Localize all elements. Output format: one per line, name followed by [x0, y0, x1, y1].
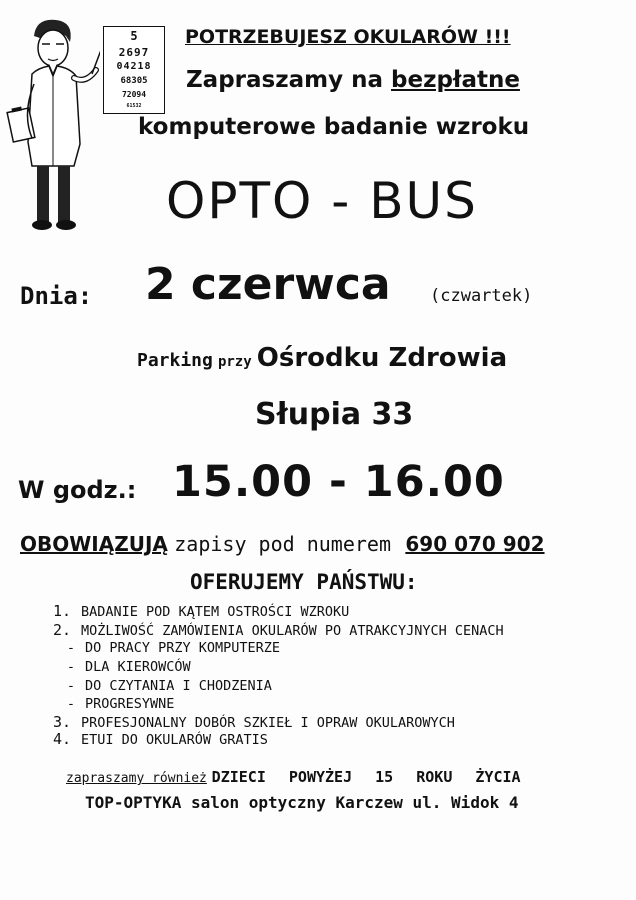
location-connector: przy: [217, 354, 252, 370]
list-text: DLA KIEROWCÓW: [85, 659, 191, 675]
headline-invitation: [186, 67, 520, 93]
invitation-prefix: Zapraszamy na: [186, 67, 391, 93]
list-item: [53, 696, 174, 712]
list-item: [53, 602, 349, 620]
offer-title: OFERUJEMY PAŃSTWU:: [190, 570, 418, 594]
list-item: [53, 621, 504, 639]
list-text: PROFESJONALNY DOBÓR SZKIEŁ I OPRAW OKULAROWYCH: [81, 715, 455, 731]
list-marker: 3.: [53, 713, 72, 731]
location-place: Ośrodku Zdrowia: [256, 343, 508, 373]
eye-chart: [103, 26, 165, 114]
list-marker: 2.: [53, 621, 72, 639]
date-label: Dnia:: [20, 282, 93, 310]
list-item: [53, 678, 272, 694]
list-item: [53, 659, 191, 675]
date-weekday: (czwartek): [430, 286, 533, 306]
eye-chart-row: 5: [130, 29, 138, 43]
footer-invite-children: DZIECI POWYŻEJ 15 ROKU ŻYCIA: [211, 768, 521, 786]
location-prefix: Parking: [137, 350, 213, 371]
registration-phone: 690 070 902: [405, 532, 545, 556]
location-address: Słupia 33: [255, 397, 414, 432]
list-text: DO PRACY PRZY KOMPUTERZE: [85, 640, 281, 656]
eye-chart-row: 72094: [121, 90, 147, 99]
hours-value: 15.00 - 16.00: [172, 457, 505, 507]
list-text: DO CZYTANIA I CHODZENIA: [85, 678, 272, 694]
list-marker: -: [66, 640, 76, 656]
registration-required: OBOWIĄZUJĄ: [20, 532, 168, 556]
eye-chart-row: 68305: [120, 76, 148, 86]
registration-text: zapisy pod numerem: [174, 532, 391, 556]
invitation-free: bezpłatne: [391, 67, 520, 93]
list-text: MOŻLIWOŚĆ ZAMÓWIENIA OKULARÓW PO ATRAKCYJNYCH CENACH: [81, 623, 504, 639]
list-marker: 1.: [53, 602, 72, 620]
footer-invite-prefix: zapraszamy również: [66, 771, 207, 786]
hours-label: W godz.:: [18, 476, 137, 504]
doctor-illustration: [4, 14, 100, 236]
footer-invite: [66, 768, 521, 786]
list-marker: -: [66, 696, 76, 712]
page-title: OPTO - BUS: [166, 172, 478, 230]
list-marker: 4.: [53, 730, 72, 748]
registration: [20, 532, 545, 556]
eye-chart-row: 04218: [116, 61, 152, 72]
location: [137, 343, 507, 373]
list-marker: -: [66, 678, 76, 694]
eye-chart-row: 2697: [118, 46, 150, 59]
list-text: BADANIE POD KĄTEM OSTROŚCI WZROKU: [81, 604, 350, 620]
list-text: PROGRESYWNE: [85, 696, 175, 712]
list-marker: -: [66, 659, 76, 675]
date-value: 2 czerwca: [145, 259, 391, 310]
list-item: [53, 713, 455, 731]
list-item: [53, 640, 280, 656]
headline-eye-exam: komputerowe badanie wzroku: [138, 114, 530, 140]
headline-need-glasses: POTRZEBUJESZ OKULARÓW !!!: [185, 26, 511, 48]
list-text: ETUI DO OKULARÓW GRATIS: [81, 732, 268, 748]
footer-company: TOP-OPTYKA salon optyczny Karczew ul. Widok 4: [85, 793, 519, 812]
eye-chart-row: 61532: [126, 103, 142, 109]
list-item: [53, 730, 268, 748]
